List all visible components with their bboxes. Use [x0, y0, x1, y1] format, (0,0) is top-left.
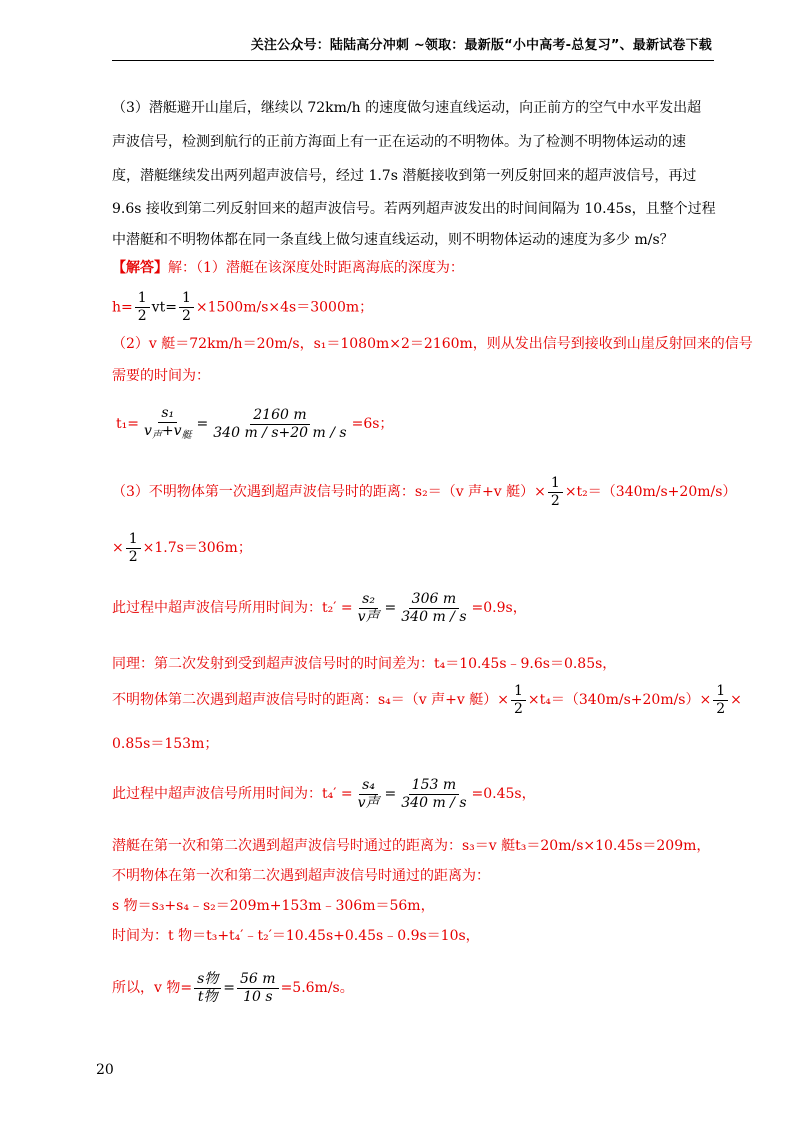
t4-line: 同理：第二次发射到受到超声波信号时的时间差为：t₄＝10.45s﹣9.6s＝0.85s， [112, 656, 617, 672]
question-line-3: 度，潜艇继续发出两列超声波信号，经过 1.7s 潜艇接收到第一列反射回来的超声波信号，再过 [112, 168, 697, 184]
v-fraction-numeric [237, 971, 279, 1006]
s3-line: 潜艇在第一次和第二次遇到超声波信号时通过的距离为：s₃＝v 艇t₃＝20m/s×10.45s＝209m， [112, 838, 711, 854]
fraction-half-6 [713, 683, 728, 718]
t2-numeric-numerator: 306 m [409, 591, 459, 609]
half-numerator: 1 [713, 683, 728, 701]
half-denominator: 2 [716, 700, 726, 717]
t4p-result: =0.45s， [471, 786, 536, 802]
t4p-numeric-numerator: 153 m [409, 777, 459, 795]
part3-line-2 [112, 528, 252, 568]
t2-denominator: v声 [357, 608, 380, 625]
half-denominator: 2 [550, 492, 560, 509]
v-result: =5.6m/s。 [280, 980, 354, 996]
t2-fraction-numeric [398, 591, 469, 626]
v-sound-sub: 声 [151, 429, 162, 441]
depth-formula [112, 290, 373, 325]
fraction-half [135, 290, 150, 325]
v-numeric-numerator: 56 m [237, 971, 279, 989]
half-numerator: 1 [548, 475, 563, 493]
t1-numeric-denominator: 340 m / s+20 m / s [213, 424, 347, 441]
t1-numeric-numerator: 2160 m [250, 407, 309, 425]
t4p-numerator: s₄ [359, 777, 378, 795]
t-object-line: 时间为：t 物＝t₃+t₄′﹣t₂′＝10.45s+0.45s﹣0.9s＝10s， [112, 928, 480, 944]
t4p-fraction-numeric [398, 777, 469, 812]
t2-result: =0.9s， [471, 600, 527, 616]
t4-prime-formula: 此过程中超声波信号所用时间为：t₄′ = $\frac{\text{s₄}}{\text{v声}}$ = $\frac{153 m}{340 m / s}$ =0.45s， [112, 776, 536, 811]
h-result: ×1500m/s×4s＝3000m； [195, 299, 374, 316]
half-numerator: 1 [135, 290, 150, 308]
object-distance-line: 不明物体在第一次和第二次遇到超声波信号时通过的距离为： [112, 868, 490, 884]
answer-intro [112, 258, 464, 278]
header-divider [112, 60, 714, 61]
t1-formula: t₁= $\frac{\text{s₁}}{v_声+v_艇}$ = $\frac{2160 m}{340 m / s+20 m / s}$ =6s； [116, 404, 393, 444]
vt-text: vt= [151, 299, 177, 316]
v-fraction-symbolic [194, 971, 221, 1006]
page-number: 20 [96, 1062, 114, 1078]
fraction-half-4 [126, 531, 141, 566]
v-sound: v [143, 422, 152, 439]
half-denominator: 2 [137, 308, 147, 324]
half-denominator: 2 [181, 308, 191, 324]
t1-fraction-symbolic [141, 405, 195, 444]
answer-label: 【解答】 [112, 260, 168, 276]
s4-text-a: 不明物体第二次遇到超声波信号时的距离：s₄＝（v 声+v 艇）× [112, 692, 509, 708]
v-denominator: t物 [197, 988, 218, 1005]
t4p-fraction-symbolic [355, 777, 383, 812]
v-sub-plus: +v [161, 422, 182, 439]
t2-numerator: s₂ [359, 591, 378, 609]
s4-line-1 [112, 680, 742, 720]
s4-text-b: ×t₄＝（340m/s+20m/s）× [527, 692, 712, 708]
answer-intro-text: 解：（1）潜艇在该深度处时距离海底的深度为： [168, 260, 464, 276]
t1-numerator: s₁ [158, 405, 177, 423]
s4-line-2: 0.85s＝153m； [112, 736, 219, 752]
t2-prefix: 此过程中超声波信号所用时间为：t₂′ = [112, 600, 353, 616]
v-numerator: s物 [194, 971, 221, 989]
half-denominator: 2 [513, 700, 523, 717]
velocity-formula: 所以，v 物= $\frac{\text{s物}}{\text{t物}}$ = $\frac{56 m}{10 s}$ =5.6m/s。 [112, 970, 354, 1005]
s2-text-b: ×t₂＝（340m/s+20m/s） [564, 484, 737, 500]
t4p-numeric-denominator: 340 m / s [401, 794, 467, 811]
question-line-5: 中潜艇和不明物体都在同一条直线上做匀速直线运动，则不明物体运动的速度为多少 m/s？ [112, 232, 674, 248]
fraction-half-2 [179, 290, 194, 325]
part3-line-1 [112, 472, 736, 512]
h-prefix: h= [112, 299, 133, 316]
s4-text-c: × [730, 692, 742, 708]
page-header: 关注公众号：陆陆高分冲刺 ~领取：最新版“小中高考-总复习”、最新试卷下载 [250, 38, 712, 53]
half-numerator: 1 [511, 683, 526, 701]
question-line-4: 9.6s 接收到第二列反射回来的超声波信号。若两列超声波发出的时间间隔为 10.45s，且整个过程 [112, 201, 716, 217]
question-line-2: 声波信号，检测到航行的正前方海面上有一正在运动的不明物体。为了检测不明物体运动的速 [112, 134, 686, 150]
t1-fraction-numeric [210, 407, 349, 442]
fraction-half-5 [511, 683, 526, 718]
fraction-half-3 [548, 475, 563, 510]
s2-text-a: （3）不明物体第一次遇到超声波信号时的距离：s₂＝（v 声+v 艇）× [112, 484, 546, 500]
part2-line-1: （2）v 艇＝72km/h＝20m/s，s₁＝1080m×2＝2160m，则从发出信号到接收到山崖反射回来的信号 [112, 336, 753, 352]
t1-result: =6s； [351, 416, 394, 432]
part2-line-2: 需要的时间为： [112, 368, 210, 384]
s2-times: × [112, 540, 124, 556]
t1-denominator [141, 423, 195, 444]
t4p-denominator: v声 [357, 794, 380, 811]
s2-result: ×1.7s＝306m； [142, 540, 252, 556]
half-denominator: 2 [128, 548, 138, 565]
t1-prefix: t₁= [116, 416, 139, 432]
v-prefix: 所以，v 物= [112, 980, 193, 996]
t2-fraction-symbolic [355, 591, 383, 626]
t4p-prefix: 此过程中超声波信号所用时间为：t₄′ = [112, 786, 353, 802]
half-numerator: 1 [126, 531, 141, 549]
t2-numeric-denominator: 340 m / s [401, 608, 467, 625]
v-boat-sub: 艇 [181, 429, 192, 441]
question-line-1: （3）潜艇避开山崖后，继续以 72km/h 的速度做匀速直线运动，向正前方的空气中水平发出超 [112, 100, 702, 116]
s-object-line: s 物＝s₃+s₄﹣s₂＝209m+153m﹣306m＝56m， [112, 898, 435, 914]
half-numerator: 1 [179, 290, 194, 308]
v-numeric-denominator: 10 s [243, 988, 273, 1005]
t2-prime-formula: 此过程中超声波信号所用时间为：t₂′ = $\frac{\text{s₂}}{\text{v声}}$ = $\frac{306 m}{340 m / s}$ =0.9s， [112, 590, 527, 625]
